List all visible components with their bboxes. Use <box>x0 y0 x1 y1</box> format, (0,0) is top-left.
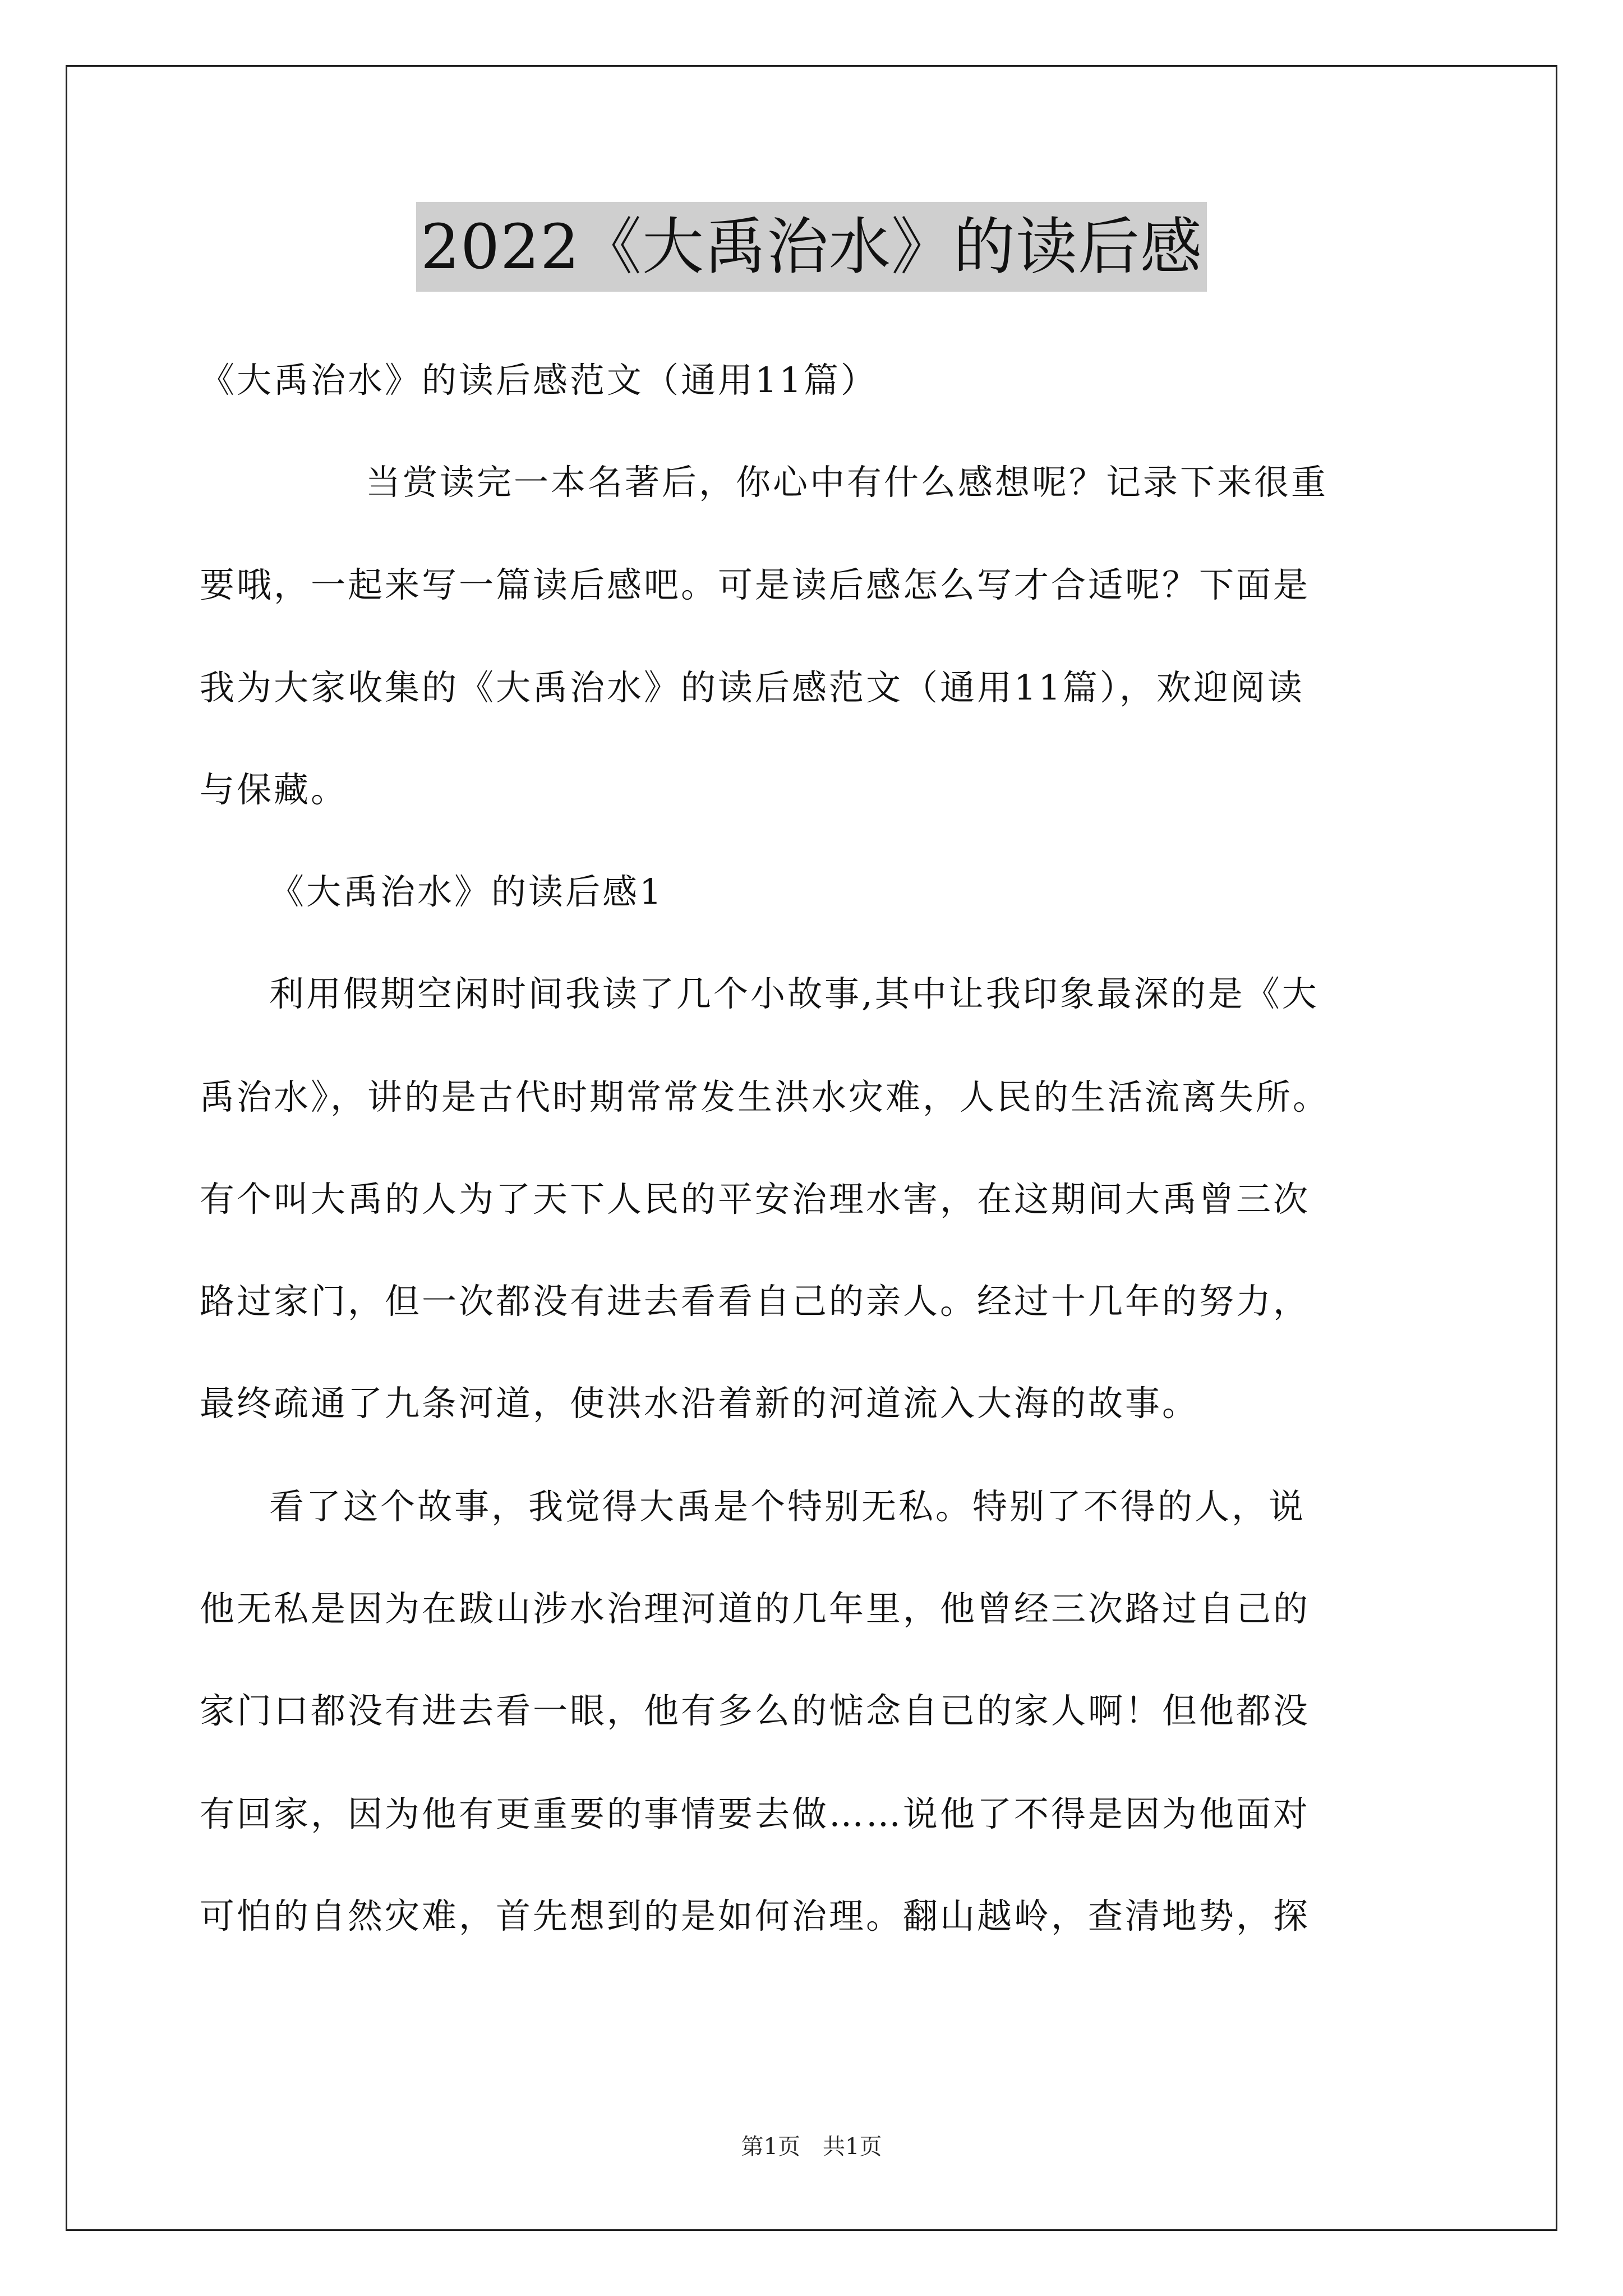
paragraph-line: 禹治水》，讲的是古代时期常常发生洪水灾难，人民的生活流离失所。 <box>200 1076 1330 1117</box>
intro-line: 与保藏。 <box>200 769 348 810</box>
intro-line: 当赏读完一本名著后，你心中有什么感想呢？记录下来很重 <box>366 462 1329 503</box>
title-wrapper <box>0 202 1623 292</box>
paragraph-line: 家门口都没有进去看一眼，他有多么的惦念自已的家人啊！但他都没 <box>200 1690 1311 1731</box>
subtitle-line: 《大禹治水》的读后感范文（通用11篇） <box>200 360 878 401</box>
paragraph-line: 看了这个故事，我觉得大禹是个特别无私。特别了不得的人，说 <box>269 1486 1306 1527</box>
paragraph-line: 有回家，因为他有更重要的事情要去做……说他了不得是因为他面对 <box>200 1793 1311 1834</box>
paragraph-line: 利用假期空闲时间我读了几个小故事,其中让我印象最深的是《大 <box>269 973 1319 1014</box>
page-footer: 第1页 共1页 <box>741 2134 882 2160</box>
section-heading: 《大禹治水》的读后感1 <box>269 871 664 912</box>
paragraph-line: 可怕的自然灾难，首先想到的是如何治理。翻山越岭，查清地势，探 <box>200 1895 1311 1936</box>
paragraph-line: 有个叫大禹的人为了天下人民的平安治理水害，在这期间大禹曾三次 <box>200 1179 1311 1220</box>
document-title: 2022《大禹治水》的读后感 <box>416 202 1207 292</box>
paragraph-line: 最终疏通了九条河道，使洪水沿着新的河道流入大海的故事。 <box>200 1383 1200 1424</box>
paragraph-line: 路过家门，但一次都没有进去看看自己的亲人。经过十几年的努力， <box>200 1281 1311 1322</box>
intro-line: 我为大家收集的《大禹治水》的读后感范文（通用11篇），欢迎阅读 <box>200 667 1304 708</box>
paragraph-line: 他无私是因为在跋山涉水治理河道的几年里，他曾经三次路过自己的 <box>200 1588 1311 1629</box>
intro-line: 要哦，一起来写一篇读后感吧。可是读后感怎么写才合适呢？下面是 <box>200 564 1311 605</box>
